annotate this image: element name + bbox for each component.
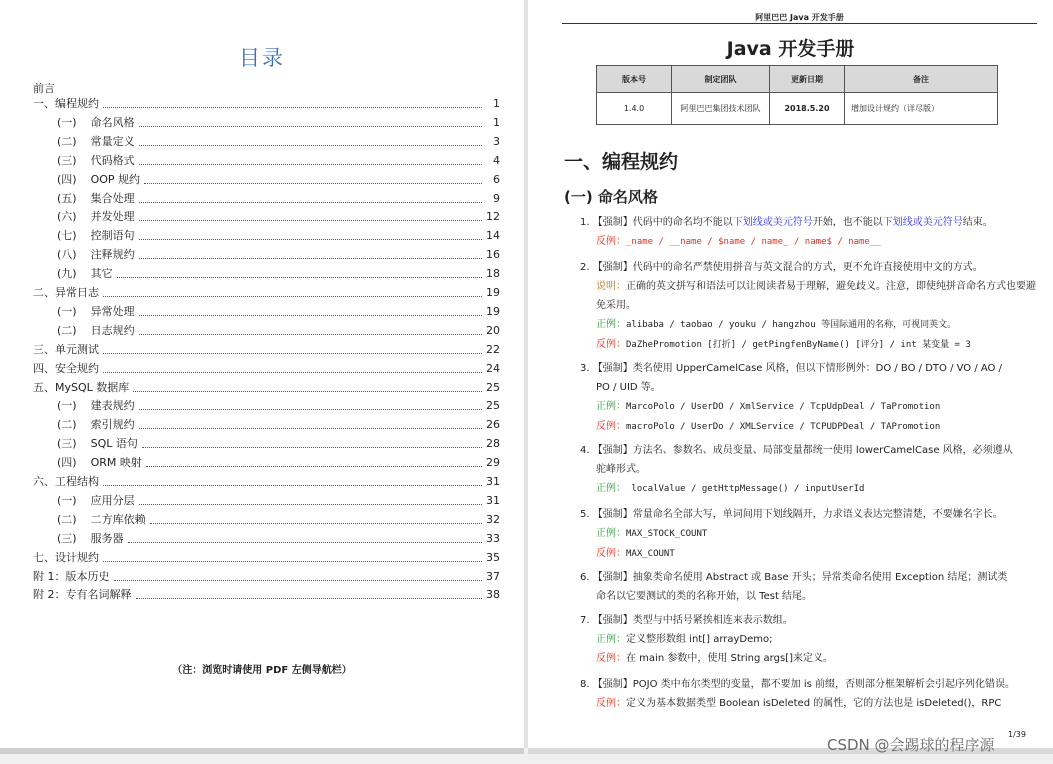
toc-entry-page: 6 xyxy=(493,172,500,186)
toc-entry-number: (七) xyxy=(57,229,77,243)
toc-entry[interactable] xyxy=(57,153,500,169)
toc-leader-dots xyxy=(103,107,482,108)
toc-entry[interactable] xyxy=(33,569,500,585)
toc-entry[interactable] xyxy=(57,493,500,509)
scrollbar-left[interactable] xyxy=(0,748,524,754)
toc-entry[interactable] xyxy=(57,134,500,150)
toc-entry-number: (九) xyxy=(57,267,77,281)
toc-leader-dots xyxy=(139,220,482,221)
toc-entry-number: 三、 xyxy=(33,342,55,356)
toc-entry-page: 33 xyxy=(486,531,500,545)
toc-entry[interactable] xyxy=(33,342,500,358)
toc-entry-page: 19 xyxy=(486,304,500,318)
rule-item-7: 7. 【强制】类型与中括号紧挨相连来表示数组。 正例：定义整形数组 int[] arrayDemo; 反例：在 main 参数中，使用 String args[]来定义。 xyxy=(580,615,833,664)
toc-entry[interactable] xyxy=(57,531,500,547)
section-heading: 一、编程规约 xyxy=(564,151,679,173)
toc-entry-label: SQL 语句 xyxy=(90,437,138,451)
toc-entry-label: 异常处理 xyxy=(90,304,135,318)
toc-entry-page: 31 xyxy=(486,475,500,488)
toc-entry-label: MySQL 数据库 xyxy=(55,380,130,394)
toc-entry-page: 20 xyxy=(486,323,500,337)
toc-entry-number: (一) xyxy=(57,115,77,129)
toc-entry-page: 4 xyxy=(493,153,500,167)
toc-entry-page: 12 xyxy=(486,210,500,224)
version-cell: 1.4.0 xyxy=(597,93,672,125)
toc-entry-number: (一) xyxy=(57,304,77,318)
rule-item-8: 8. 【强制】POJO 类中布尔类型的变量，都不要加 is 前缀，否则部分框架解析会引起序列化错误。 反例：定义为基本数据类型 Boolean isDeleted 的属性，它的方法也是 isDeleted()，RPC xyxy=(580,679,1015,709)
toc-entry-number: (四) xyxy=(57,172,77,186)
toc-entry-page: 1 xyxy=(493,115,500,129)
toc-entry[interactable] xyxy=(57,512,500,528)
toc-entry-page: 26 xyxy=(486,418,500,432)
toc-entry-page: 31 xyxy=(486,493,500,507)
toc-leader-dots xyxy=(142,447,482,448)
toc-entry[interactable] xyxy=(57,323,500,339)
toc-leader-dots xyxy=(150,523,482,524)
toc-entry-number: (三) xyxy=(57,437,77,451)
toc-entry[interactable] xyxy=(33,550,500,566)
watermark: CSDN @会踢球的程序源 xyxy=(827,736,995,754)
toc-entry-page: 22 xyxy=(486,342,500,356)
toc-entry[interactable] xyxy=(33,587,500,603)
version-table xyxy=(596,65,998,125)
toc-leader-dots xyxy=(103,372,482,373)
toc-entry-page: 3 xyxy=(493,134,500,148)
date-header: 更新日期 xyxy=(770,66,845,93)
toc-entry-label: 安全规约 xyxy=(55,361,99,375)
toc-entry[interactable] xyxy=(57,417,500,433)
toc-entry-label: 版本历史 xyxy=(65,569,110,583)
toc-entry-label: 常量定义 xyxy=(90,134,135,148)
toc-leader-dots xyxy=(139,258,482,259)
toc-entry-number: 附 1： xyxy=(33,569,66,583)
toc-entry-number: 一、 xyxy=(33,97,55,110)
toc-leader-dots xyxy=(144,183,482,184)
toc-leader-dots xyxy=(114,580,483,581)
rule-item-1: 1. 【强制】代码中的命名均不能以下划线或美元符号开始，也不能以下划线或美元符号结束。 反例：_name / __name / $name / name_ / name$ / name__ xyxy=(580,217,993,247)
toc-entry-label: 注释规约 xyxy=(90,248,135,262)
toc-entry[interactable] xyxy=(33,285,500,301)
toc-leader-dots xyxy=(139,315,482,316)
toc-entry-number: (二) xyxy=(57,134,77,148)
toc-entry-number: 二、 xyxy=(33,286,55,299)
toc-entry-number: (三) xyxy=(57,153,77,167)
toc-leader-dots xyxy=(139,409,482,410)
toc-entry-number: (一) xyxy=(57,399,77,413)
header-rule xyxy=(562,23,1037,24)
toc-entry-page: 28 xyxy=(486,437,500,451)
toc-leader-dots xyxy=(139,239,482,240)
team-header: 制定团队 xyxy=(672,66,770,93)
toc-entry-label: 日志规约 xyxy=(90,323,135,337)
toc-entry-number: (一) xyxy=(57,493,77,507)
team-cell: 阿里巴巴集团技术团队 xyxy=(672,93,770,125)
toc-entry-number: (二) xyxy=(57,512,77,526)
toc-entry-label: 控制语句 xyxy=(90,229,135,243)
toc-entry[interactable] xyxy=(57,191,500,207)
toc-leader-dots xyxy=(128,542,482,543)
content-page xyxy=(528,0,1053,748)
subsection-heading: (一) 命名风格 xyxy=(564,188,658,206)
toc-entry-number: 五、 xyxy=(33,380,55,394)
toc-leader-dots xyxy=(139,126,482,127)
toc-entry-number: (四) xyxy=(57,456,77,470)
toc-entry-label: 单元测试 xyxy=(55,342,99,356)
page-number: 1/39 xyxy=(1008,730,1026,739)
toc-entry-number: (三) xyxy=(57,531,77,545)
toc-entry-label: ORM 映射 xyxy=(90,456,142,470)
toc-entry-page: 38 xyxy=(486,588,500,602)
toc-entry-label: 索引规约 xyxy=(90,418,135,432)
toc-entry-number: 附 2： xyxy=(33,588,66,602)
toc-leader-dots xyxy=(103,485,482,486)
toc-entry-page: 32 xyxy=(486,512,500,526)
toc-leader-dots xyxy=(103,296,482,297)
toc-entry-page: 1 xyxy=(493,97,500,110)
toc-entry-label: 二方库依赖 xyxy=(90,512,146,526)
toc-entry-label: 建表规约 xyxy=(90,399,135,413)
toc-entry-label: 应用分层 xyxy=(90,493,135,507)
toc-entry-label: 工程结构 xyxy=(55,475,99,488)
rule-item-2: 2. 【强制】代码中的命名严禁使用拼音与英文混合的方式，更不允许直接使用中文的方式。 说明：正确的英文拼写和语法可以让阅读者易于理解，避免歧义。注意，即使纯拼音命名方式也要避免采用。 正例：alibaba / taobao / youku / hangzhou 等国际通用的名称，可视同英文。 反例：DaZhePromotion [打折] / getPingfenByName() [评分] / int 某变量 = 3 xyxy=(580,262,1036,350)
toc-entry-number: 四、 xyxy=(33,361,55,375)
toc-entry-label: OOP 规约 xyxy=(90,172,141,186)
toc-entry[interactable] xyxy=(57,115,500,131)
toc-entry[interactable] xyxy=(57,266,500,282)
toc-entry-number: (八) xyxy=(57,248,77,262)
toc-leader-dots xyxy=(139,504,482,505)
toc-leader-dots xyxy=(139,334,482,335)
rule-item-3: 3. 【强制】类名使用 UpperCamelCase 风格，但以下情形例外：DO / BO / DTO / VO / AO / PO / UID 等。 正例：MarcoPolo / UserDO / XmlService / TcpUdpDeal / TaPromotion 反例：macroPolo / UserDo / XMLService / TCPUDPDeal / TAPromotion xyxy=(580,363,1002,432)
toc-title: 目录 xyxy=(239,46,285,70)
rule-item-5: 5. 【强制】常量命名全部大写，单词间用下划线隔开，力求语义表达完整清楚，不要嫌名字长。 正例：MAX_STOCK_COUNT 反例：MAX_COUNT xyxy=(580,509,1003,559)
toc-entry-number: 七、 xyxy=(33,550,55,564)
toc-entry-number: (二) xyxy=(57,323,77,337)
toc-entry-number: (五) xyxy=(57,191,77,205)
toc-leader-dots xyxy=(117,277,482,278)
toc-leader-dots xyxy=(139,164,482,165)
toc-entry-label: 异常日志 xyxy=(55,286,99,299)
toc-entry[interactable] xyxy=(33,380,500,396)
toc-leader-dots xyxy=(139,202,482,203)
toc-leader-dots xyxy=(136,598,483,599)
toc-entry-page: 19 xyxy=(486,286,500,299)
toc-entry-page: 9 xyxy=(493,191,500,205)
toc-entry[interactable] xyxy=(57,398,500,414)
toc-entry-page: 35 xyxy=(486,550,500,564)
toc-entry[interactable] xyxy=(57,436,500,452)
toc-entry-page: 16 xyxy=(486,248,500,262)
rule-item-6: 6. 【强制】抽象类命名使用 Abstract 或 Base 开头；异常类命名使用 Exception 结尾；测试类 命名以它要测试的类的名称开始，以 Test 结尾。 xyxy=(580,572,1008,602)
toc-entry-page: 24 xyxy=(486,361,500,375)
toc-entry-page: 25 xyxy=(486,399,500,413)
toc-entry-label: 并发处理 xyxy=(90,210,135,224)
toc-entry-label: 集合处理 xyxy=(90,191,135,205)
toc-entry[interactable] xyxy=(57,172,500,188)
toc-entry-label: 设计规约 xyxy=(55,550,99,564)
remark-cell: 增加设计规约（详尽版） xyxy=(845,93,998,125)
toc-preface[interactable]: 前言 xyxy=(33,82,55,95)
toc-entry-number: (六) xyxy=(57,210,77,224)
toc-leader-dots xyxy=(146,466,482,467)
toc-entry-label: 其它 xyxy=(90,267,113,281)
toc-entry[interactable] xyxy=(33,96,500,112)
toc-entry[interactable] xyxy=(33,474,500,490)
toc-note: （注：浏览时请使用 PDF 左侧导航栏） xyxy=(172,665,352,676)
running-header: 阿里巴巴 Java 开发手册 xyxy=(755,13,844,22)
toc-entry[interactable] xyxy=(57,228,500,244)
toc-entry-page: 29 xyxy=(486,456,500,470)
toc-entry[interactable] xyxy=(57,304,500,320)
remark-header: 备注 xyxy=(845,66,998,93)
toc-leader-dots xyxy=(139,428,482,429)
toc-entry[interactable] xyxy=(33,361,500,377)
toc-entry[interactable] xyxy=(57,209,500,225)
toc-leader-dots xyxy=(103,561,482,562)
toc-entry[interactable] xyxy=(57,247,500,263)
document-title: Java 开发手册 xyxy=(726,38,855,60)
toc-entry-label: 编程规约 xyxy=(55,97,99,110)
toc-entry-page: 37 xyxy=(486,569,500,583)
toc-entry-label: 命名风格 xyxy=(90,115,135,129)
toc-entry-page: 18 xyxy=(486,267,500,281)
toc-entry[interactable] xyxy=(57,455,500,471)
toc-entry-label: 专有名词解释 xyxy=(65,588,132,602)
toc-leader-dots xyxy=(139,145,482,146)
toc-entry-number: 六、 xyxy=(33,475,55,488)
toc-leader-dots xyxy=(133,391,482,392)
toc-entry-label: 服务器 xyxy=(90,531,124,545)
toc-entry-page: 14 xyxy=(486,229,500,243)
date-cell: 2018.5.20 xyxy=(770,93,845,125)
toc-entry-page: 25 xyxy=(486,380,500,394)
toc-leader-dots xyxy=(103,353,482,354)
toc-entry-number: (二) xyxy=(57,418,77,432)
toc-entry-label: 代码格式 xyxy=(90,153,135,167)
toc-page xyxy=(0,0,524,748)
rule-item-4: 4. 【强制】方法名、参数名、成员变量、局部变量都统一使用 lowerCamelCase 风格，必须遵从 驼峰形式。 正例： localValue / getHttpMessage() / inputUserId xyxy=(580,445,1013,494)
version-header: 版本号 xyxy=(597,66,672,93)
